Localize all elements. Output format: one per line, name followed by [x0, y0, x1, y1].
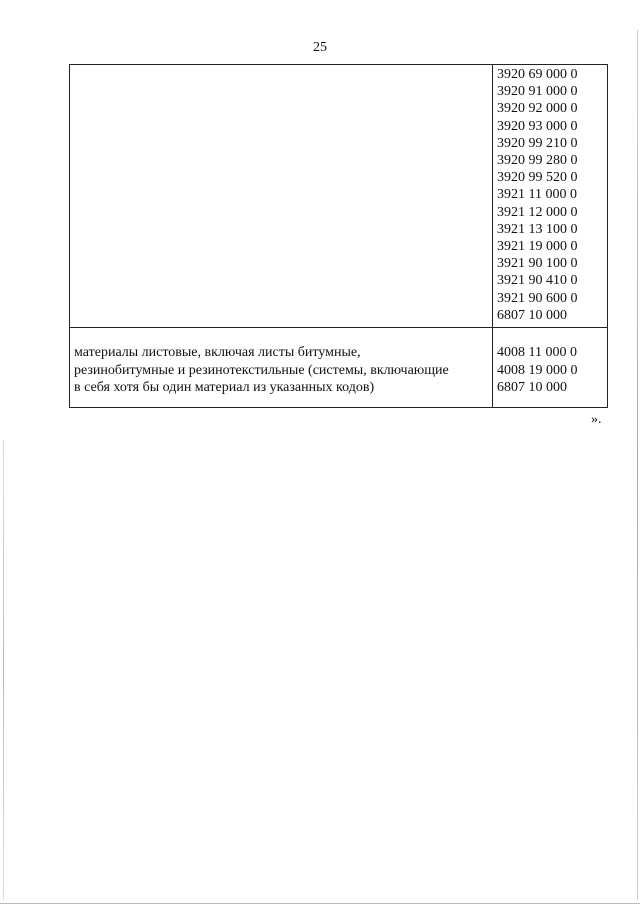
- codes-cell: [493, 65, 608, 328]
- code-value: 3921 90 410 0: [497, 273, 578, 289]
- code-value: 3920 99 210 0: [497, 135, 578, 151]
- code-value: 3921 13 100 0: [497, 221, 578, 237]
- code-value: 4008 19 000 0: [497, 362, 578, 378]
- description-line: резинобитумные и резинотекстильные (системы, включающие: [74, 362, 449, 378]
- description-cell: [70, 65, 493, 328]
- page-number: 25: [313, 40, 327, 55]
- description-cell: [70, 328, 493, 408]
- code-value: 3921 12 000 0: [497, 204, 578, 220]
- code-value: 3921 90 100 0: [497, 256, 578, 272]
- closing-quote-mark: ».: [591, 412, 602, 427]
- description-line: в себя хотя бы один материал из указанных кодов): [74, 380, 375, 396]
- code-value: 3921 90 600 0: [497, 290, 578, 306]
- code-value: 4008 11 000 0: [497, 345, 577, 361]
- code-value: 3920 99 520 0: [497, 170, 578, 186]
- code-value: 3920 93 000 0: [497, 118, 578, 134]
- code-value: 3920 91 000 0: [497, 84, 578, 100]
- code-value: 3921 19 000 0: [497, 239, 578, 255]
- table-row: [70, 65, 608, 328]
- codes-table: [69, 64, 608, 408]
- code-value: 6807 10 000: [497, 307, 567, 323]
- code-value: 3920 92 000 0: [497, 101, 578, 117]
- scan-edge-bottom: [0, 903, 640, 904]
- code-value: 3920 69 000 0: [497, 67, 578, 82]
- table-row: [70, 328, 608, 408]
- code-value: 3921 11 000 0: [497, 187, 577, 203]
- scan-edge-left: [3, 440, 4, 900]
- code-value: 3920 99 280 0: [497, 153, 578, 169]
- codes-cell: [493, 328, 608, 408]
- code-value: 6807 10 000: [497, 380, 567, 396]
- scan-edge-right: [637, 30, 638, 900]
- description-line: материалы листовые, включая листы битумные,: [74, 345, 361, 361]
